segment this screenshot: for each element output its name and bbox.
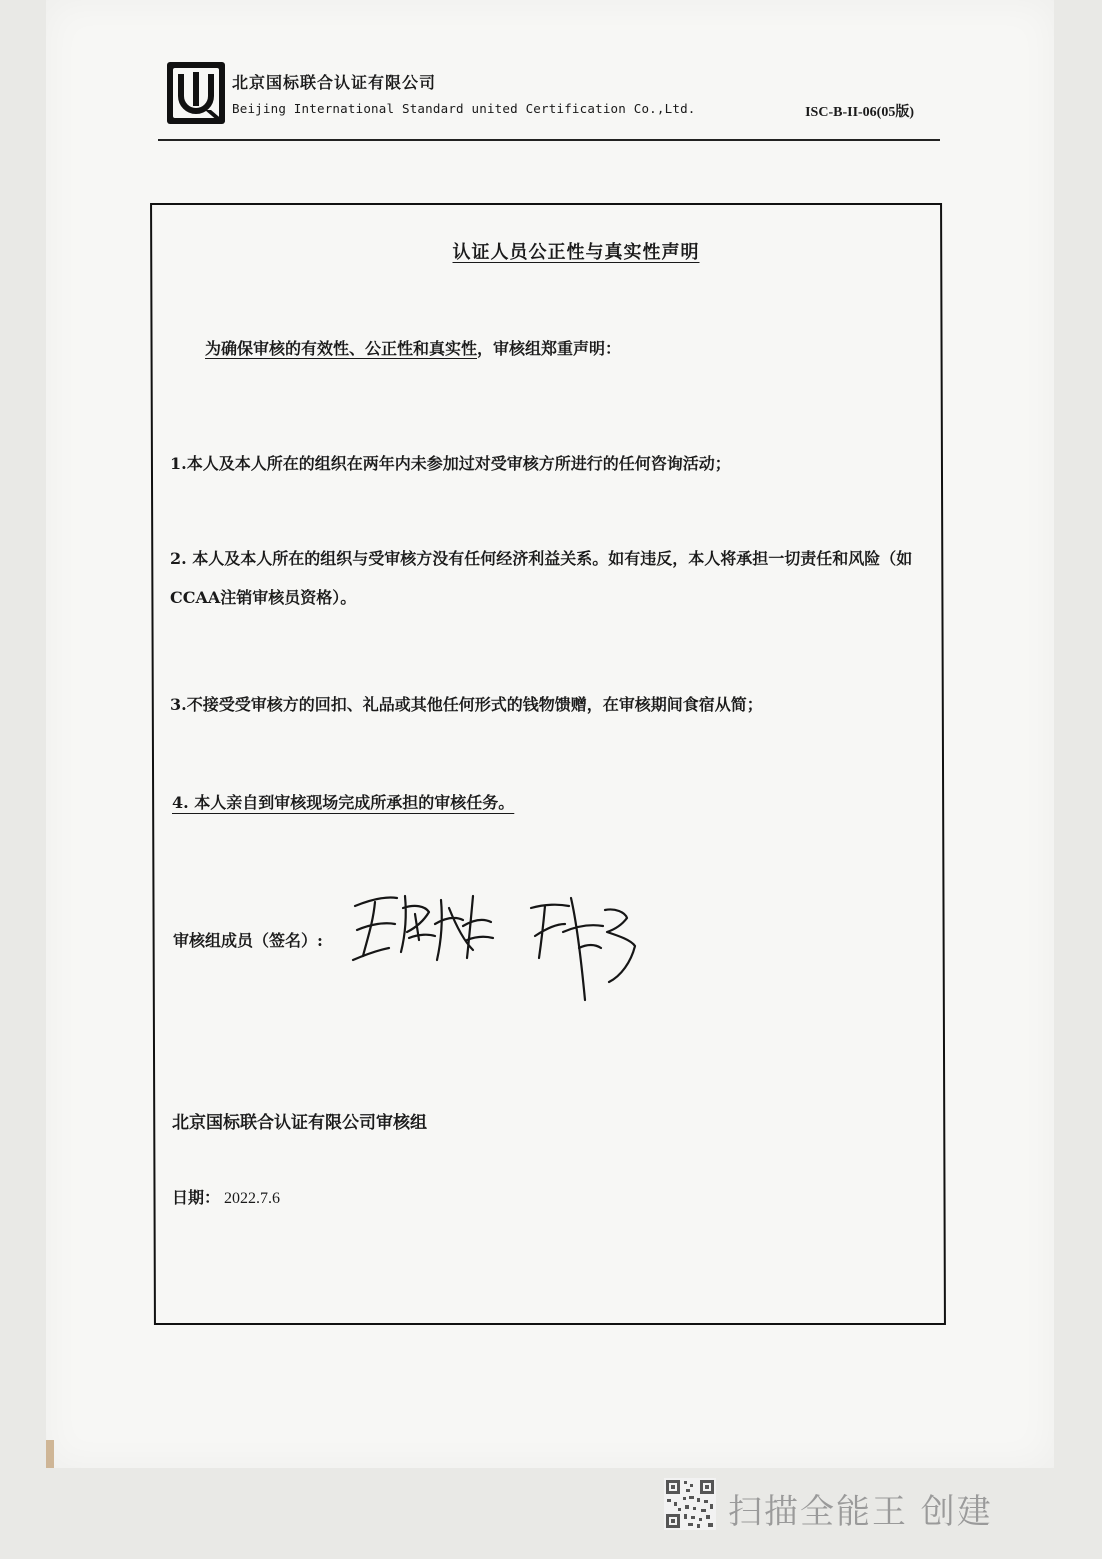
clause-2: 2. 本人及本人所在的组织与受审核方没有任何经济利益关系。如有违反，本人将承担一切责任和风险（如CCAA注销审核员资格）。 (170, 549, 913, 607)
document-title: 认证人员公正性与真实性声明 (452, 242, 700, 263)
intro-underlined-text: 为确保审核的有效性、公正性和真实性 (205, 339, 478, 358)
handwritten-signature (345, 878, 645, 1008)
declaration-frame (150, 203, 946, 1325)
scan-edge-mark (46, 1440, 54, 1468)
intro-paragraph (205, 336, 621, 359)
clause-3: 3.不接受受审核方的回扣、礼品或其他任何形式的钱物馈赠，在审核期间食宿从简； (170, 695, 763, 714)
issuing-organization: 北京国标联合认证有限公司审核组 (172, 1113, 427, 1133)
date-value: 2022.7.6 (224, 1190, 281, 1207)
document-code: ISC-B-II-06(05版) (805, 105, 914, 120)
date-label: 日期： (172, 1188, 221, 1207)
qr-code-icon (664, 1478, 716, 1530)
header-divider (158, 139, 940, 141)
scanner-watermark: 扫描全能王 创建 (728, 1492, 993, 1532)
date-row (172, 1185, 280, 1208)
clause-1: 1.本人及本人所在的组织在两年内未参加过对受审核方所进行的任何咨询活动； (170, 454, 731, 473)
signature-label: 审核组成员（签名）: (173, 931, 323, 950)
company-logo-icon (165, 60, 227, 126)
clause-4: 4. 本人亲自到审核现场完成所承担的审核任务。 (172, 793, 515, 812)
company-name-en: Beijing International Standard united Certification Co.,Ltd. (232, 101, 696, 116)
company-name-cn: 北京国标联合认证有限公司 (232, 73, 437, 92)
intro-rest-text: ，审核组郑重声明： (477, 339, 622, 358)
